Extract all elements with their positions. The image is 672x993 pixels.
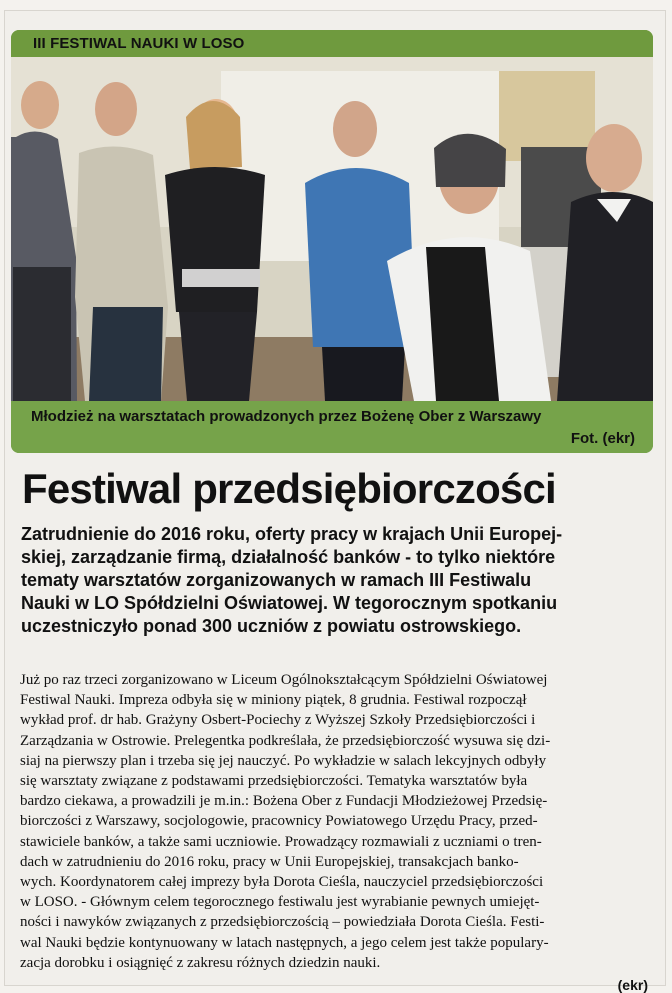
body-line: biorczości z Warszawy, socjologowie, pracownicy Powiatowego Urzędu Pracy, przed-: [20, 813, 538, 830]
article-headline: Festiwal przedsiębiorczości: [22, 465, 556, 512]
photo-header-bar: [11, 30, 653, 57]
newspaper-clipping: [4, 10, 666, 993]
body-line: stawiciele banków, a także sami uczniowie. Prowadzący rozmawiali z uczniami o tren-: [20, 833, 542, 850]
author-signature: (ekr): [617, 977, 648, 993]
body-line: zacja dorobku i osiągnięć z zakresu różnych dziedzin nauki.: [20, 954, 381, 971]
body-line: wych. Koordynatorem całej imprezy była Dorota Cieśla, nauczyciel przedsiębiorczości: [20, 874, 544, 891]
lead-line: uczestniczyło ponad 300 uczniów z powiatu ostrowskiego.: [21, 616, 522, 636]
body-line: ności i nawyków związanych z przedsiębiorczością – powiedziała Dorota Cieśla. Festi-: [20, 914, 545, 931]
body-line: bardzo ciekawa, a prowadzili je m.in.: Bożena Ober z Fundacji Młodzieżowej Przedsię-: [20, 793, 548, 810]
body-line: Zarządzania w Ostrowie. Prelegentka podkreślała, że przedsiębiorczość wysuwa się dzi-: [20, 732, 551, 749]
lead-line: Nauki w LO Spółdzielni Oświatowej. W tegorocznym spotkaniu: [21, 593, 558, 613]
photo-panel: [11, 30, 653, 453]
body-line: wykład prof. dr hab. Grażyny Osbert-Pociechy z Wyższej Szkoły Przedsiębiorczości i: [20, 712, 536, 729]
body-line: Festiwal Nauki. Impreza odbyła się w miniony piątek, 8 grudnia. Festiwal rozpoczął: [20, 692, 527, 709]
body-line: w LOSO. - Głównym celem tegorocznego festiwalu jest wyrabianie pewnych umiejęt-: [20, 894, 540, 911]
lead-line: Zatrudnienie do 2016 roku, oferty pracy w krajach Unii Europej-: [21, 524, 563, 544]
body-line: się warsztaty związane z podstawami przedsiębiorczości. Tematyka warsztatów była: [20, 773, 528, 790]
article-lead: [21, 523, 661, 638]
lead-line: tematy warsztatów zorganizowanych w ramach III Festiwalu: [21, 570, 532, 590]
section-title: III FESTIWAL NAUKI W LOSO: [33, 35, 245, 52]
lead-line: skiej, zarządzanie firmą, działalność banków - to tylko niektóre: [21, 547, 556, 567]
body-line: dach w zatrudnieniu do 2016 roku, pracy w Unii Europejskiej, transakcjach banko-: [20, 853, 519, 870]
article-body: [20, 670, 660, 973]
body-line: wal Nauki będzie kontynuowany w latach następnych, a jego celem jest także populary-: [20, 934, 549, 951]
body-line: Już po raz trzeci zorganizowano w Liceum Ogólnokształcącym Spółdzielni Oświatowej: [20, 672, 548, 688]
photo-caption: Młodzież na warsztatach prowadzonych przez Bożenę Ober z Warszawy: [31, 408, 542, 425]
body-line: siaj na pierwszy plan i trzeba się jej nauczyć. Po wykładzie w salach lekcyjnych odbyły: [20, 752, 547, 769]
article-photo: [11, 57, 653, 401]
photo-credit: Fot. (ekr): [570, 430, 635, 447]
